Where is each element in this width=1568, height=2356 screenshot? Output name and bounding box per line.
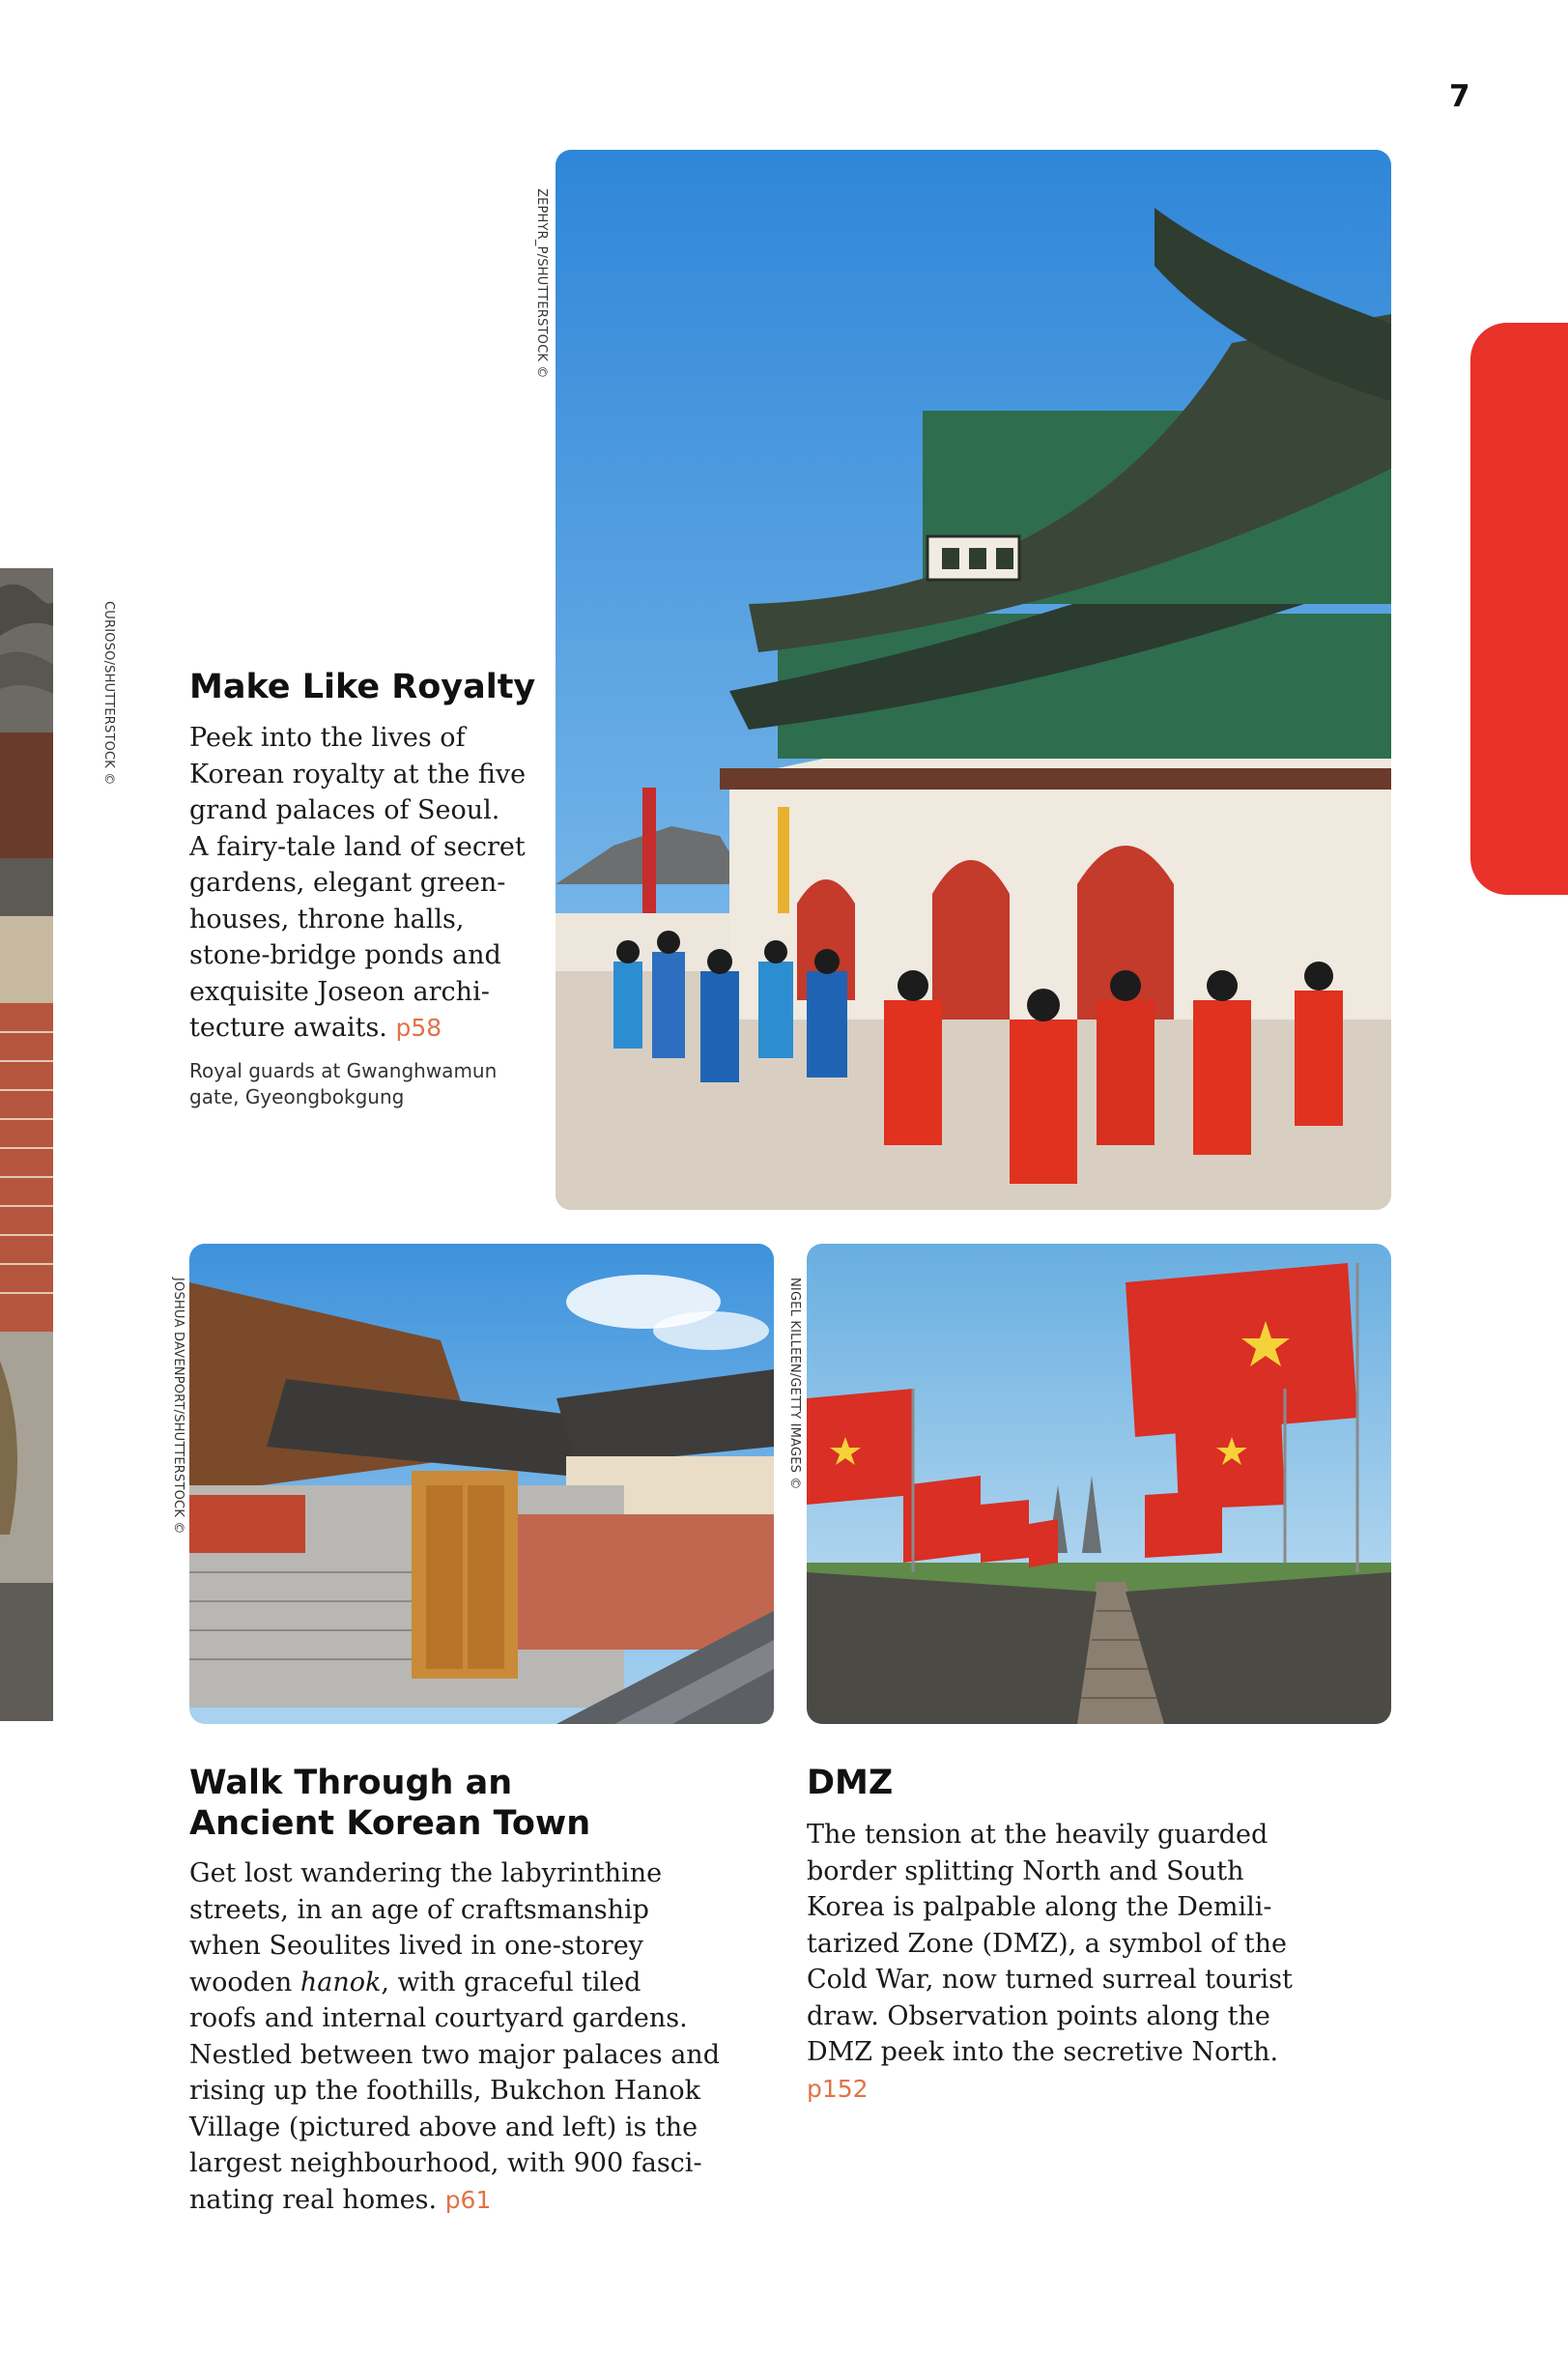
dmz-page-link[interactable]: p152	[807, 2074, 869, 2103]
royalty-body-line: grand palaces of Seoul.	[189, 795, 500, 825]
ancient-town-body	[189, 1855, 769, 2218]
gwanghwamun-photo	[556, 150, 1391, 1210]
body-line: Cold War, now turned surreal tourist	[807, 1965, 1293, 1995]
royalty-body-line: stone-bridge ponds and	[189, 940, 501, 970]
body-line: Nestled between two major palaces and	[189, 2039, 720, 2070]
body-line: wooden	[189, 1967, 300, 1997]
body-line: draw. Observation points along the	[807, 2000, 1270, 2031]
hanok-term: hanok	[299, 1967, 382, 1997]
royalty-caption	[189, 1058, 537, 1110]
body-line: streets, in an age of craftsmanship	[189, 1894, 649, 1925]
royalty-body-line: A fairy-tale land of secret	[189, 831, 526, 862]
body-line: rising up the foothills, Bukchon Hanok	[189, 2076, 700, 2106]
body-line: nating real homes.	[189, 2184, 438, 2215]
royalty-body	[189, 720, 547, 1047]
body-line: Village (pictured above and left) is the	[189, 2112, 698, 2142]
ancient-town-page-link[interactable]: p61	[444, 2185, 492, 2214]
heading-line: Walk Through an	[189, 1764, 513, 1802]
heading-line: Ancient Korean Town	[189, 1804, 591, 1843]
dmz-photo	[807, 1244, 1391, 1724]
royalty-body-line: tecture awaits.	[189, 1013, 387, 1043]
body-line: , with graceful tiled	[381, 1967, 641, 1997]
royalty-body-line: Peek into the lives of	[189, 723, 466, 753]
body-line: Get lost wandering the labyrinthine	[189, 1858, 663, 1888]
left-strip-photo	[0, 568, 53, 1721]
photo-credit-dmz: NIGEL KILLEEN/GETTY IMAGES ©	[787, 1278, 802, 1490]
body-line: largest neighbourhood, with 900 fasci-	[189, 2148, 702, 2178]
bukchon-photo	[189, 1244, 774, 1724]
body-line: roofs and internal courtyard gardens.	[189, 2003, 688, 2033]
body-line: The tension at the heavily guarded	[807, 1820, 1269, 1850]
body-line: tarized Zone (DMZ), a symbol of the	[807, 1928, 1288, 1959]
royalty-body-line: exquisite Joseon archi-	[189, 976, 490, 1007]
royalty-body-line: houses, throne halls,	[189, 904, 465, 934]
royalty-page-link[interactable]: p58	[395, 1014, 442, 1042]
royalty-heading: Make Like Royalty	[189, 668, 536, 706]
dmz-body	[807, 1817, 1386, 2107]
caption-line: gate, Gyeongbokgung	[189, 1085, 405, 1108]
photo-credit-gwanghwamun: ZEPHYR_P/SHUTTERSTOCK ©	[534, 188, 549, 379]
caption-line: Royal guards at Gwanghwamun	[189, 1059, 498, 1082]
photo-credit-left-strip: CURIOSO/SHUTTERSTOCK ©	[101, 601, 116, 786]
dmz-heading: DMZ	[807, 1764, 894, 1802]
page-number: 7	[1449, 79, 1470, 114]
body-line: border splitting North and South	[807, 1855, 1244, 1886]
royalty-body-line: Korean royalty at the five	[189, 759, 527, 790]
ancient-town-heading	[189, 1763, 730, 1844]
body-line: Korea is palpable along the Demili-	[807, 1892, 1272, 1922]
body-line: when Seoulites lived in one-storey	[189, 1931, 643, 1961]
royalty-body-line: gardens, elegant green-	[189, 868, 506, 898]
body-line: DMZ peek into the secretive North.	[807, 2037, 1279, 2067]
photo-credit-bukchon: JOSHUA DAVENPORT/SHUTTERSTOCK ©	[171, 1278, 185, 1535]
chapter-tab	[1470, 323, 1568, 895]
